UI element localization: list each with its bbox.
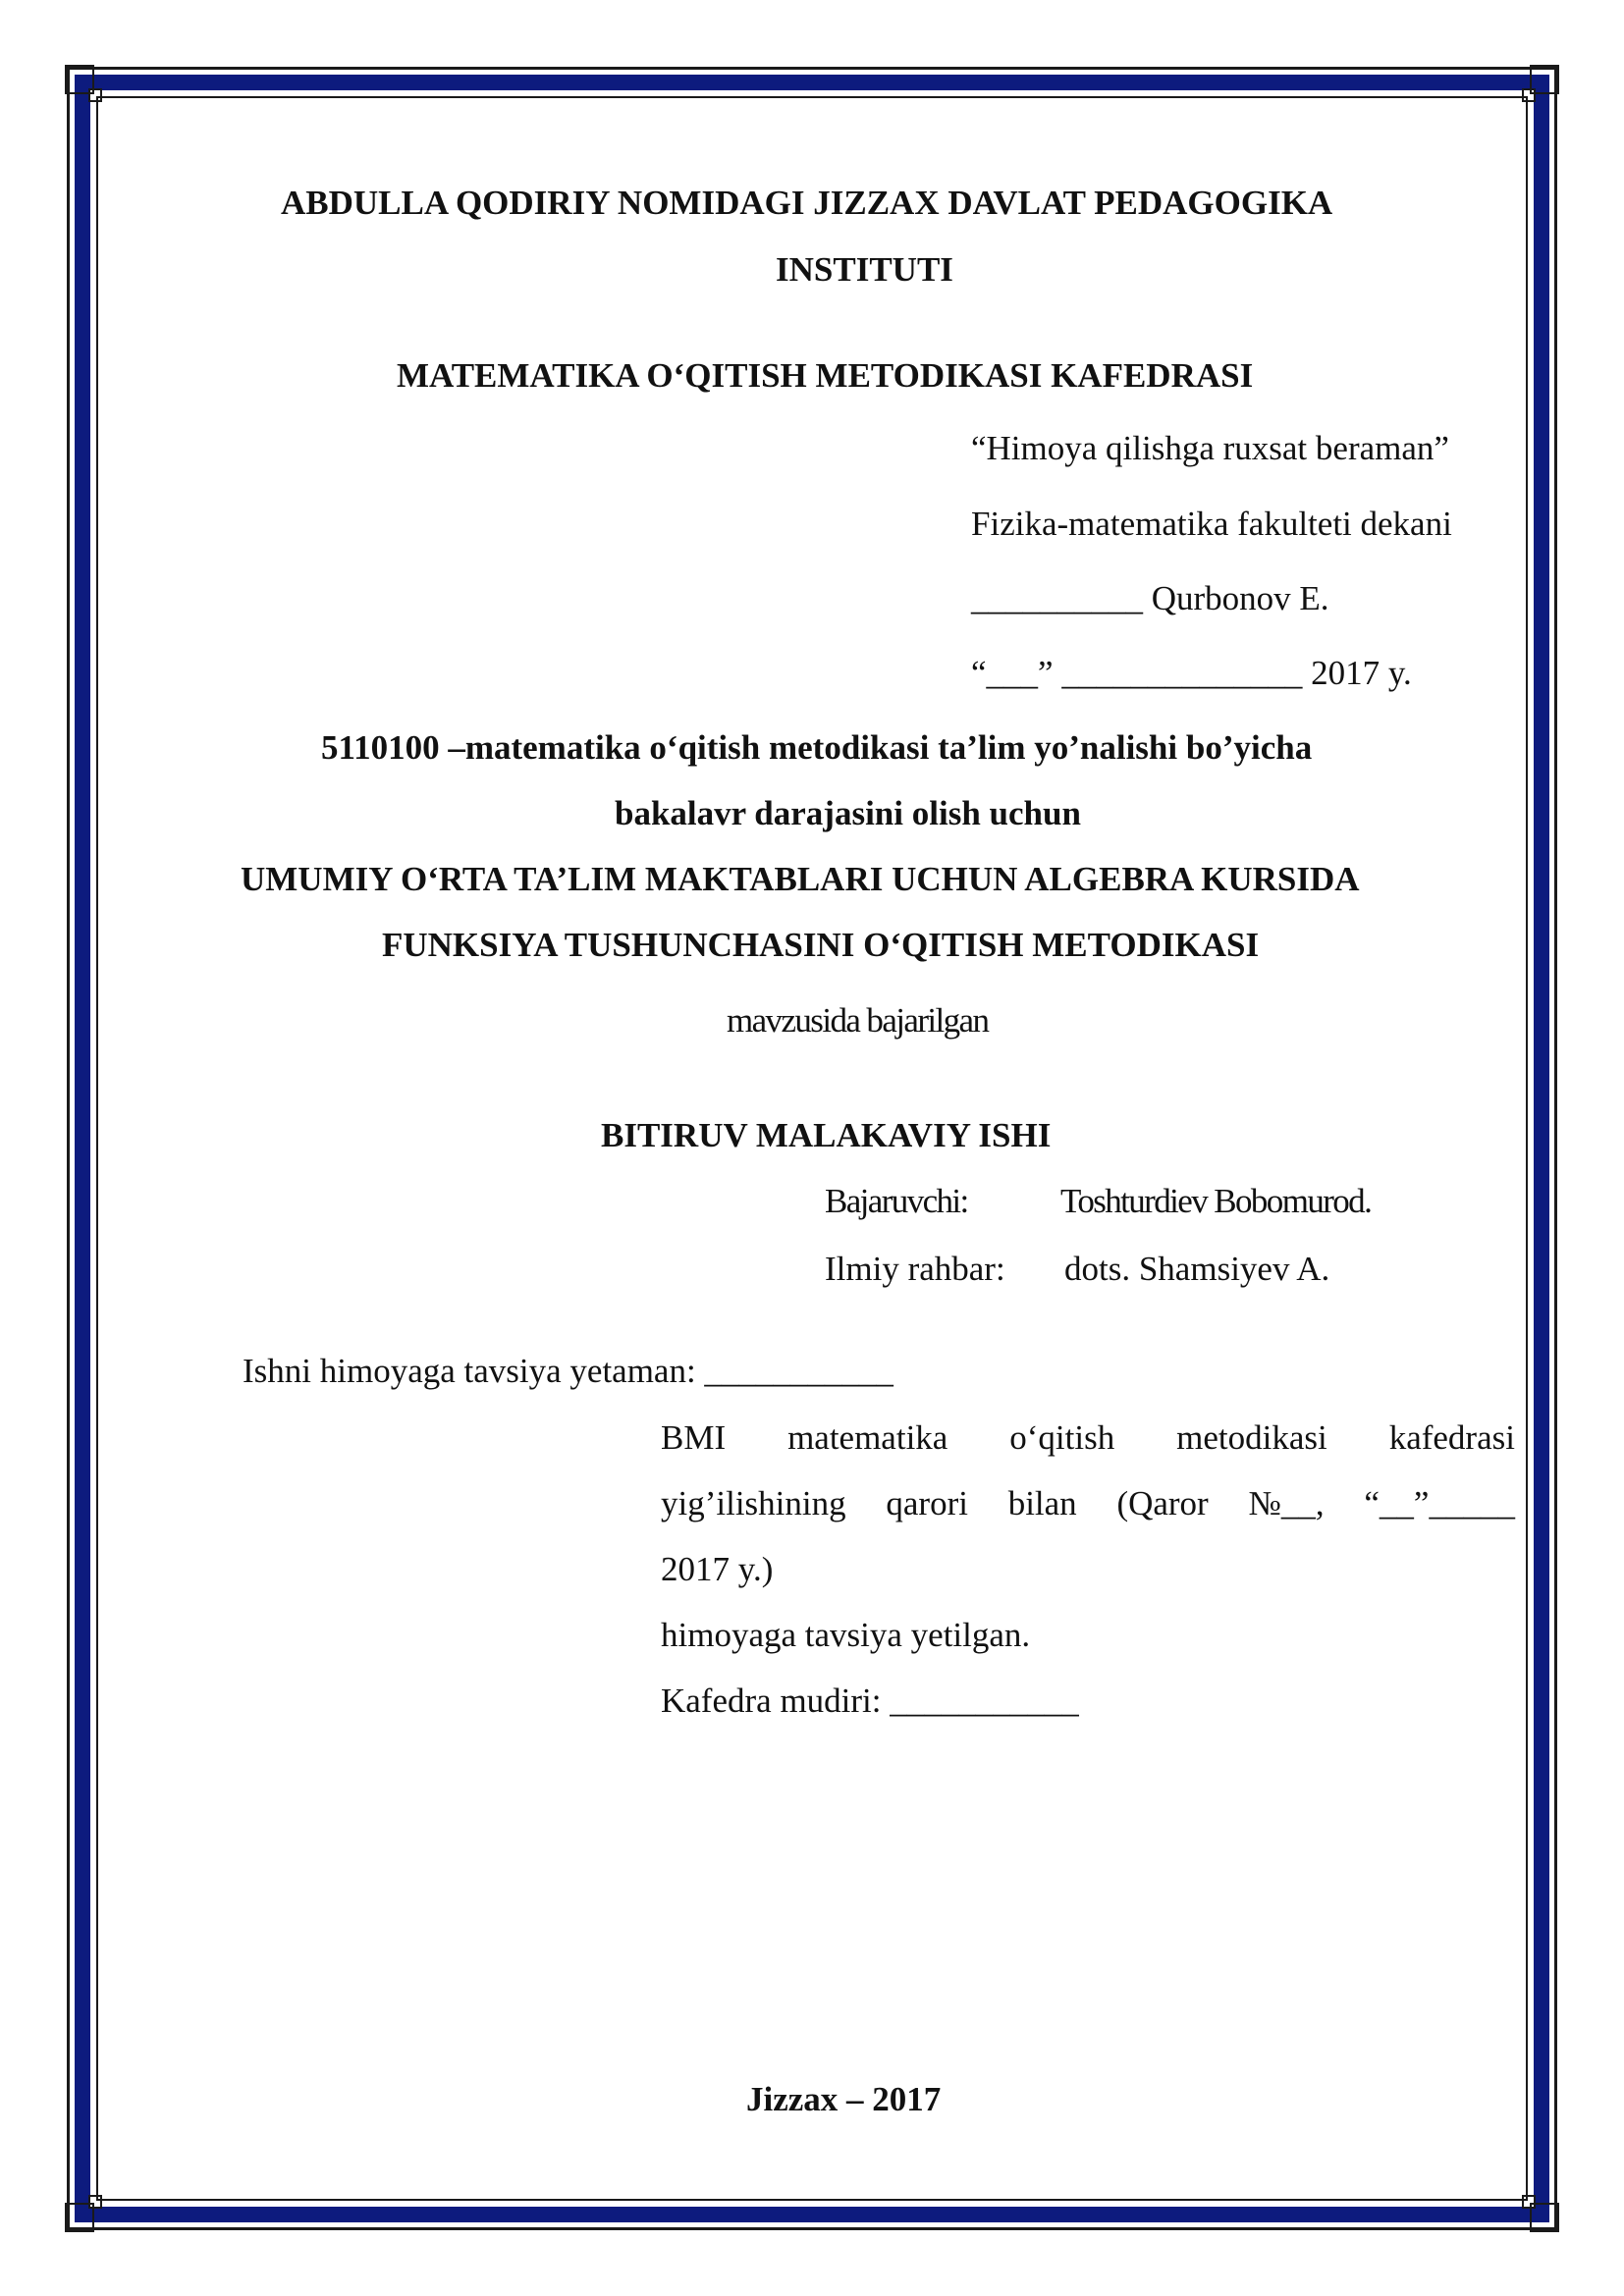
- corner-ornament-top-left: [65, 65, 94, 94]
- row1-word: kafedrasi: [1388, 1418, 1515, 1457]
- institute-name-line2: INSTITUTI: [776, 250, 953, 289]
- institute-name-line1: ABDULLA QODIRIY NOMIDAGI JIZZAX DAVLAT PEDAGOGIKA: [281, 184, 1333, 222]
- department-meeting-row1: [661, 1417, 1515, 1459]
- corner-ornament-top-right: [1530, 65, 1559, 94]
- row2-word: №__,: [1248, 1484, 1325, 1522]
- corner-ornament-bottom-left: [65, 2203, 94, 2232]
- topic-title-line1: UMUMIY O‘RTA TA’LIM MAKTABLARI UCHUN ALGEBRA KURSIDA: [241, 860, 1360, 898]
- row2-word: yig’ilishining: [661, 1484, 846, 1522]
- department-meeting-row2: [661, 1483, 1515, 1524]
- row1-word: matematika: [787, 1418, 948, 1457]
- direction-line1: 5110100 –matematika o‘qitish metodikasi ta’lim yo’nalishi bo’yicha: [321, 728, 1313, 767]
- advisor-label: Ilmiy rahbar:: [825, 1250, 1005, 1288]
- row1-word: o‘qitish: [1009, 1418, 1115, 1457]
- topic-subtitle: mavzusida bajarilgan: [727, 1001, 989, 1040]
- performer-label: Bajaruvchi:: [825, 1182, 968, 1220]
- advisor-name: dots. Shamsiyev A.: [1064, 1250, 1330, 1288]
- department-meeting-year: 2017 y.): [661, 1550, 774, 1588]
- approval-date: “___” ______________ 2017 y.: [971, 654, 1412, 692]
- row1-word: BMI: [661, 1418, 727, 1457]
- row2-word: bilan: [1007, 1484, 1077, 1522]
- department-head-signature: Kafedra mudiri: ___________: [661, 1682, 1079, 1720]
- recommendation-line: Ishni himoyaga tavsiya yetaman: ___________: [243, 1352, 893, 1390]
- row2-word: (Qaror: [1116, 1484, 1209, 1522]
- topic-title-line2: FUNKSIYA TUSHUNCHASINI O‘QITISH METODIKASI: [382, 926, 1260, 964]
- row1-word: metodikasi: [1176, 1418, 1327, 1457]
- performer-name: Toshturdiev Bobomurod.: [1060, 1182, 1372, 1220]
- corner-ornament-bottom-right: [1530, 2203, 1559, 2232]
- row2-word: “__”_____: [1364, 1484, 1515, 1522]
- approval-dean-title: Fizika-matematika fakulteti dekani: [971, 505, 1452, 543]
- approval-dean-signature: __________ Qurbonov E.: [971, 579, 1329, 617]
- department-name: MATEMATIKA O‘QITISH METODIKASI KAFEDRASI: [397, 356, 1254, 395]
- work-type-title: BITIRUV MALAKAVIY ISHI: [601, 1116, 1052, 1154]
- recommended-statement: himoyaga tavsiya yetilgan.: [661, 1616, 1031, 1654]
- row2-word: qarori: [886, 1484, 968, 1522]
- approval-heading: “Himoya qilishga ruxsat beraman”: [971, 429, 1449, 467]
- direction-line2: bakalavr darajasini olish uchun: [615, 794, 1081, 832]
- place-and-year: Jizzax – 2017: [746, 2080, 942, 2118]
